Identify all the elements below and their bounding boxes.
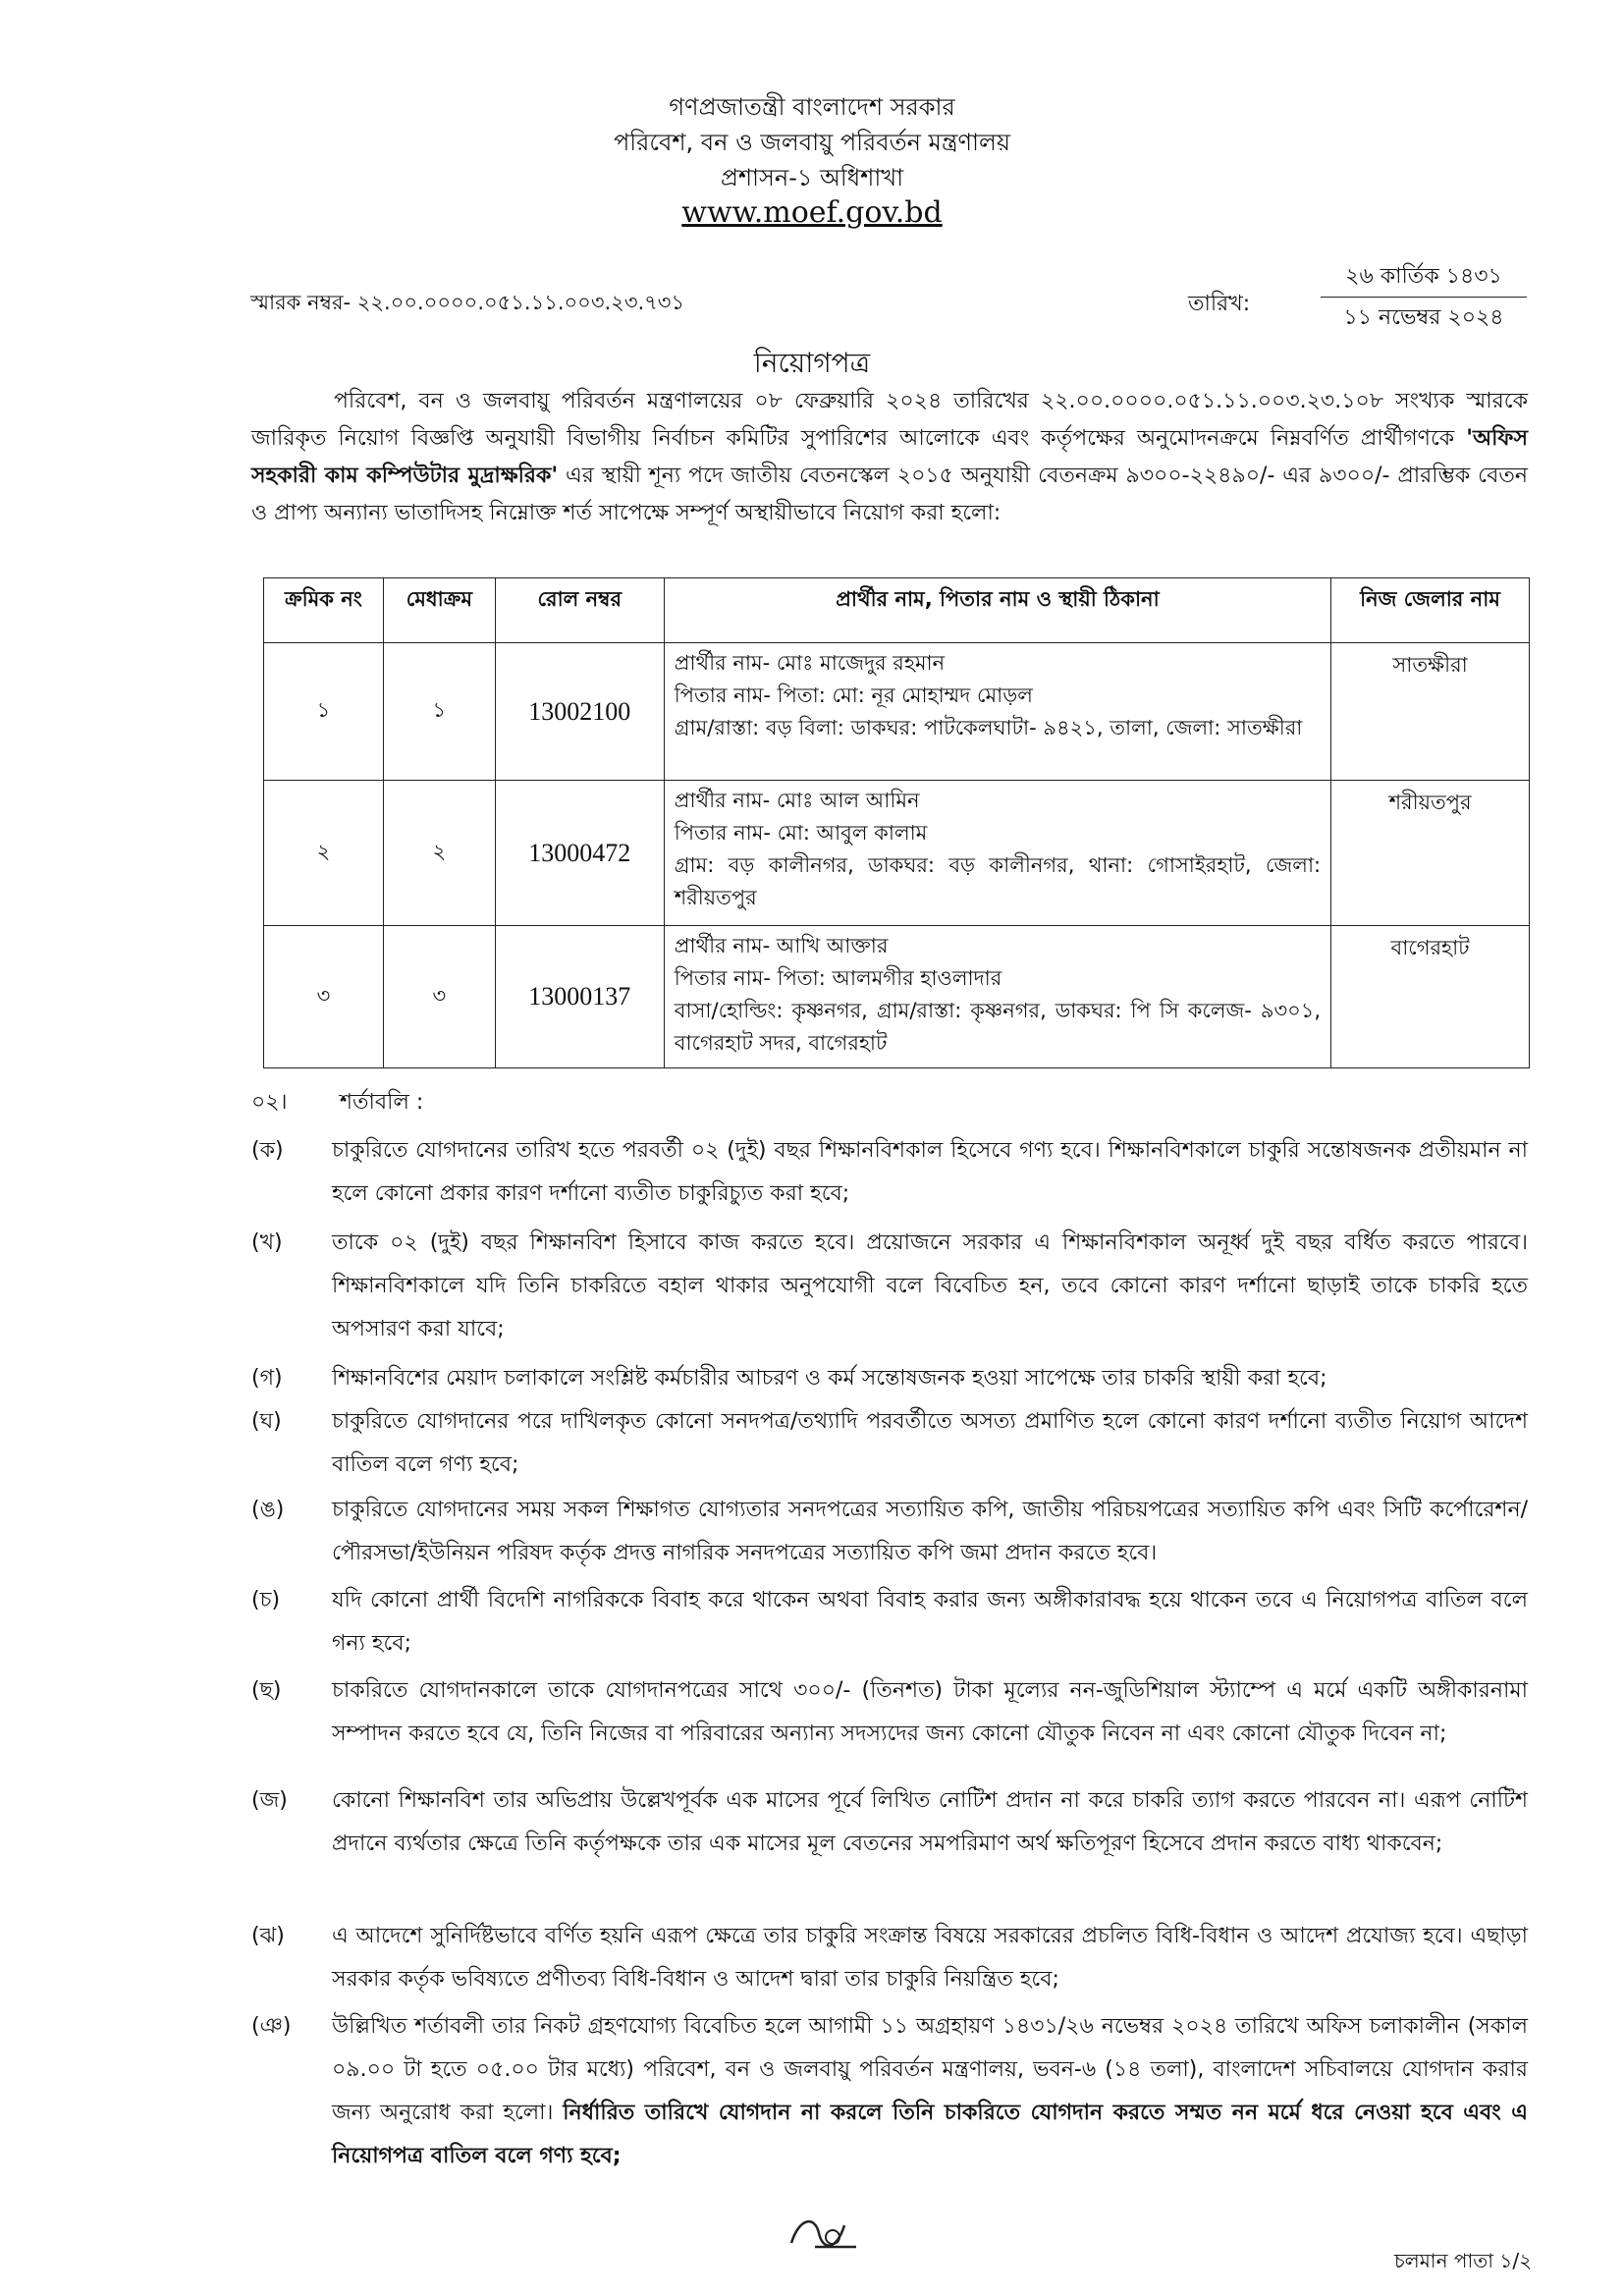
address: বাসা/হোল্ডিং: কৃষ্ণনগর, গ্রাম/রাস্তা: কৃষ্ণনগর, ডাকঘর: পি সি কলেজ- ৯৩০১, বাগেরহাট সদর, বাগেরহাট	[674, 999, 1322, 1055]
condition-text: চাকরিতে যোগদানকালে তাকে যোগদানপত্রের সাথে ৩০০/- (তিনশত) টাকা মূল্যের নন-জুডিশিয়াল স্ট্যাম্পে এ মর্মে একটি অঙ্গীকারনামা সম্পাদন করতে হবে যে, তিনি নিজের বা পরিবারের অন্যান্য সদস্যদের জন্য কোনো যৌতুক নিবেন না এবং কোনো যৌতুক দিবেন না;	[332, 1678, 1528, 1746]
condition-item	[251, 1579, 1528, 1666]
branch-name: প্রশাসন-১ অধিশাখা	[720, 164, 904, 191]
condition-item	[251, 1779, 1528, 1866]
condition-text: এ আদেশে সুনির্দিষ্টভাবে বর্ণিত হয়নি এরূপ ক্ষেত্রে তার চাকুরি সংক্রান্ত বিষয়ে সরকারের প্রচলিত বিধি-বিধান ও আদেশ প্রযোজ্য হবে। এছাড়া সরকার কর্তৃক ভবিষ্যতে প্রণীতব্য বিধি-বিধান ও আদেশ দ্বারা তার চাকুরি নিয়ন্ত্রিত হবে;	[332, 1924, 1528, 1992]
condition-label: (ঙ)	[251, 1498, 285, 1522]
candidate-name: প্রার্থীর নাম- আখি আক্তার	[674, 934, 889, 957]
cell-roll: 13000472	[495, 781, 664, 926]
table-row	[264, 926, 1530, 1068]
condition-text: চাকুরিতে যোগদানের পরে দাখিলকৃত কোনো সনদপত্র/তথ্যাদি পরবর্তীতে অসত্য প্রমাণিত হলে কোনো কারণ দর্শানো ব্যতীত নিয়োগ আদেশ বাতিল বলে গণ্য হবে;	[332, 1409, 1528, 1477]
condition-text: চাকুরিতে যোগদানের তারিখ হতে পরবর্তী ০২ (দুই) বছর শিক্ষানবিশকাল হিসেবে গণ্য হবে। শিক্ষানবিশকালে চাকুরি সন্তোষজনক প্রতীয়মান না হলে কোনো প্রকার কারণ দর্শানো ব্যতীত চাকুরিচ্যুত করা হবে;	[332, 1138, 1528, 1206]
condition-item	[251, 1357, 1528, 1400]
candidate-table	[263, 577, 1530, 1068]
cell-roll: 13000137	[495, 926, 664, 1068]
header-details: প্রার্থীর নাম, পিতার নাম ও স্থায়ী ঠিকানা	[664, 578, 1330, 643]
date-bangla: ২৬ কার্তিক ১৪৩১	[1345, 264, 1502, 289]
condition-item	[251, 1222, 1528, 1351]
section-title: শর্তাবলি :	[340, 1090, 424, 1115]
cell-district: বাগেরহাট	[1331, 926, 1530, 1068]
condition-text-bold: নির্ধারিত তারিখে যোগদান না করলে তিনি চাকরিতে যোগদান করতে সম্মত নন মর্মে ধরে নেওয়া হবে এবং এ নিয়োগপত্র বাতিল বলে গণ্য হবে;	[332, 2101, 1528, 2168]
cell-details	[664, 781, 1330, 926]
cell-details	[664, 926, 1330, 1068]
header-merit: মেধাক্রম	[383, 578, 495, 643]
table-header-row	[264, 578, 1530, 643]
candidate-name: প্রার্থীর নাম- মোঃ আল আমিন	[674, 789, 920, 812]
condition-label: (গ)	[251, 1366, 283, 1391]
cell-merit: ৩	[383, 926, 495, 1068]
condition-label: (ঘ)	[251, 1409, 282, 1434]
header-roll: রোল নম্বর	[495, 578, 664, 643]
condition-label: (চ)	[251, 1588, 281, 1613]
page-title: নিয়োগপত্র	[753, 347, 871, 379]
candidate-name: প্রার্থীর নাম- মোঃ মাজেদুর রহমান	[674, 651, 946, 675]
father-name: পিতার নাম- মো: আবুল কালাম	[674, 821, 928, 845]
header-district: নিজ জেলার নাম	[1331, 578, 1530, 643]
address: গ্রাম/রাস্তা: বড় বিলা: ডাকঘর: পাটকেলঘাটা- ৯৪২১, তালা, জেলা: সাতক্ষীরা	[674, 716, 1303, 739]
memo-number: স্মারক নম্বর- ২২.০০.০০০০.০৫১.১১.০০৩.২৩.৭৩১	[250, 291, 685, 314]
condition-label: (ঝ)	[251, 1924, 285, 1948]
condition-text: কোনো শিক্ষানবিশ তার অভিপ্রায় উল্লেখপূর্বক এক মাসের পূর্বে লিখিত নোটিশ প্রদান না করে চাকরি ত্যাগ করতে পারবেন না। এরূপ নোটিশ প্রদানে ব্যর্থতার ক্ষেত্রে তিনি কর্তৃপক্ষকে তার এক মাসের মূল বেতনের সমপরিমাণ অর্থ ক্ষতিপূরণ হিসেবে প্রদান করতে বাধ্য থাকবেন;	[332, 1788, 1528, 1856]
condition-label: (খ)	[251, 1230, 283, 1255]
website-row	[0, 196, 1624, 231]
condition-item	[251, 1400, 1528, 1487]
website-link[interactable]: www.moef.gov.bd	[681, 195, 943, 230]
date-divider	[1321, 297, 1527, 298]
intro-part1: পরিবেশ, বন ও জলবায়ু পরিবর্তন মন্ত্রণালয়ের ০৮ ফেব্রুয়ারি ২০২৪ তারিখের ২২.০০.০০০০.০৫১.১১.০০৩.২৩.১০৮ সংখ্যক স্মারকে জারিকৃত নিয়োগ বিজ্ঞপ্তি অনুযায়ী বিভাগীয় নির্বাচন কমিটির সুপারিশের আলোকে এবং কর্তৃপক্ষের অনুমোদনক্রমে নিম্নবর্ণিত প্রার্থীগণকে	[251, 389, 1528, 451]
cell-roll: 13002100	[495, 643, 664, 781]
cell-merit: ২	[383, 781, 495, 926]
condition-text: শিক্ষানবিশের মেয়াদ চলাকালে সংশ্লিষ্ট কর্মচারীর আচরণ ও কর্ম সন্তোষজনক হওয়া সাপেক্ষে তার চাকরি স্থায়ী করা হবে;	[332, 1366, 1327, 1391]
date-label: তারিখ:	[1188, 292, 1251, 316]
condition-label: (ক)	[251, 1138, 284, 1163]
table-row	[264, 781, 1530, 926]
section-number: ০২।	[251, 1090, 288, 1115]
condition-item	[251, 1669, 1528, 1756]
condition-label: (জ)	[251, 1788, 288, 1813]
cell-serial: ২	[264, 781, 384, 926]
intro-paragraph	[251, 383, 1528, 532]
condition-text: চাকুরিতে যোগদানের সময় সকল শিক্ষাগত যোগ্যতার সনদপত্রের সত্যায়িত কপি, জাতীয় পরিচয়পত্রের সত্যায়িত কপি এবং সিটি কর্পোরেশন/পৌরসভা/ইউনিয়ন পরিষদ কর্তৃক প্রদত্ত নাগরিক সনদপত্রের সত্যায়িত কপি জমা প্রদান করতে হবে।	[332, 1498, 1528, 1565]
condition-text-plain: উল্লিখিত শর্তাবলী তার নিকট গ্রহণযোগ্য বিবেচিত হলে আগামী ১১ অগ্রহায়ণ ১৪৩১/২৬ নভেম্বর ২০২৪ তারিখে অফিস চলাকালীন (সকাল ০৯.০০ টা হতে ০৫.০০ টার মধ্যে) পরিবেশ, বন ও জলবায়ু পরিবর্তন মন্ত্রণালয়, ভবন-৬ (১৪ তলা), বাংলাদেশ সচিবালয়ে যোগদান করার জন্য অনুরোধ করা হলো।	[332, 2014, 1528, 2125]
condition-item	[251, 1915, 1528, 2001]
condition-text	[332, 2005, 1528, 2178]
condition-text: তাকে ০২ (দুই) বছর শিক্ষানবিশ হিসাবে কাজ করতে হবে। প্রয়োজনে সরকার এ শিক্ষানবিশকাল অনূর্ধ্ব দুই বছর বর্ধিত করতে পারবে। শিক্ষানবিশকালে যদি তিনি চাকরিতে বহাল থাকার অনুপযোগী বলে বিবেচিত হন, তবে কোনো কারণ দর্শানো ছাড়াই তাকে চাকরি হতে অপসারণ করা যাবে;	[332, 1230, 1528, 1341]
cell-district: শরীয়তপুর	[1331, 781, 1530, 926]
father-name: পিতার নাম- পিতা: মো: নূর মোহাম্মদ মোড়ল	[674, 683, 1033, 707]
condition-label: (ছ)	[251, 1678, 282, 1703]
date-english: ১১ নভেম্বর ২০২৪	[1343, 305, 1504, 330]
page-continuation: চলমান পাতা ১/২	[1394, 2249, 1533, 2272]
initial-signature-icon	[785, 2208, 864, 2255]
header-serial: ক্রমিক নং	[264, 578, 384, 643]
cell-serial: ১	[264, 643, 384, 781]
table-row	[264, 643, 1530, 781]
address: গ্রাম: বড় কালীনগর, ডাকঘর: বড় কালীনগর, থানা: গোসাইরহাট, জেলা: শরীয়তপুর	[674, 853, 1322, 909]
condition-item	[251, 2005, 1528, 2178]
father-name: পিতার নাম- পিতা: আলমগীর হাওলাদার	[674, 966, 1002, 990]
cell-details	[664, 643, 1330, 781]
intro-part2: এর স্থায়ী শূন্য পদে জাতীয় বেতনস্কেল ২০১৫ অনুযায়ী বেতনক্রম ৯৩০০-২২৪৯০/- এর ৯৩০০/- প্রারম্ভিক বেতন ও প্রাপ্য অন্যান্য ভাতাদিসহ নিম্নোক্ত শর্ত সাপেক্ষে সম্পূর্ণ অস্থায়ীভাবে নিয়োগ করা হলো:	[251, 464, 1528, 525]
cell-serial: ৩	[264, 926, 384, 1068]
condition-label: (ঞ)	[251, 2014, 292, 2039]
condition-item	[251, 1129, 1528, 1216]
ministry-name: পরিবেশ, বন ও জলবায়ু পরিবর্তন মন্ত্রণালয়	[613, 129, 1011, 156]
cell-merit: ১	[383, 643, 495, 781]
govt-name: গণপ্রজাতন্ত্রী বাংলাদেশ সরকার	[669, 93, 955, 121]
condition-text: যদি কোনো প্রার্থী বিদেশি নাগরিককে বিবাহ করে থাকেন অথবা বিবাহ করার জন্য অঙ্গীকারাবদ্ধ হয়ে থাকেন তবে এ নিয়োগপত্র বাতিল বলে গন্য হবে;	[332, 1588, 1528, 1656]
cell-district: সাতক্ষীরা	[1331, 643, 1530, 781]
post-name: 'অফিস সহকারী কাম কম্পিউটার মুদ্রাক্ষরিক'	[251, 426, 1528, 488]
condition-item	[251, 1489, 1528, 1575]
